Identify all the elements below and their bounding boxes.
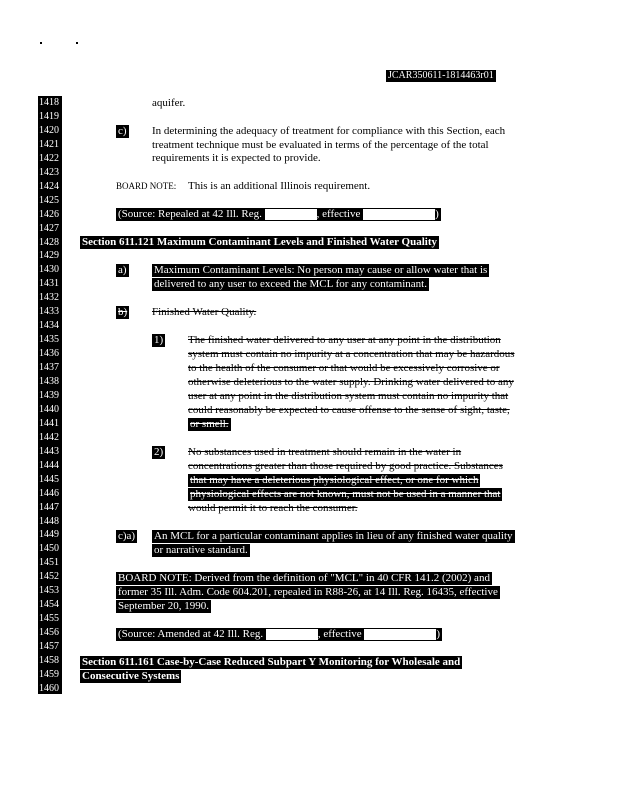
line-number: 1441 — [39, 417, 59, 429]
subsection-a-label: a) — [118, 264, 127, 276]
text-line-1418: aquifer. — [152, 97, 186, 109]
text-line-1452: BOARD NOTE: Derived from the definition of "MCL" in 40 CFR 141.2 (2002) and — [118, 572, 490, 584]
text-line-1440: could reasonably be expected to cause offense to the sense of sight, taste, — [188, 404, 510, 416]
line-number: 1459 — [39, 668, 59, 680]
text-line-1439: user at any point in the distribution system must contain no impurity that — [188, 390, 509, 402]
source-amended-effective: , effective — [317, 628, 362, 640]
text-line-1435: The finished water delivered to any user at any point in the distribution — [188, 334, 501, 346]
line-number: 1422 — [39, 152, 59, 164]
subsection-ca-label: c)a) — [118, 530, 136, 542]
document-id-header: JCAR350611-1814463r01 — [388, 70, 494, 81]
line-number: 1439 — [39, 389, 59, 401]
line-number: 1428 — [39, 236, 59, 248]
subsection-b-label: b) — [118, 306, 128, 318]
line-number: 1447 — [39, 501, 59, 513]
line-number-gutter — [38, 96, 62, 694]
text-line-1422: requirements it is expected to provide. — [152, 152, 321, 164]
line-number: 1444 — [39, 459, 59, 471]
text-line-1421: treatment technique must be evaluated in terms of the percentage of the total — [152, 139, 489, 151]
text-line-1443: No substances used in treatment should remain in the water in — [188, 446, 462, 458]
text-line-1453: former 35 Ill. Adm. Code 604.201, repealed in R88-26, at 14 Ill. Reg. 16435, effective — [118, 586, 498, 598]
line-number: 1458 — [39, 655, 59, 666]
text-line-1450: or narrative standard. — [154, 544, 248, 556]
text-line-1437: to the health of the consumer or that would be excessively corrosive or — [188, 362, 500, 374]
item-b1-label: 1) — [154, 334, 164, 346]
blank-effective-date — [363, 209, 435, 220]
line-number: 1419 — [39, 110, 59, 122]
line-number: 1451 — [39, 557, 59, 569]
text-line-1424: This is an additional Illinois requirement. — [188, 180, 371, 192]
section-611-161-heading-line2: Consecutive Systems — [82, 670, 180, 682]
section-611-161-heading-line1: Section 611.161 Case-by-Case Reduced Subpart Y Monitoring for Wholesale and — [82, 656, 461, 668]
source-repealed-text: (Source: Repealed at 42 Ill. Reg. — [118, 208, 262, 220]
text-line-1446: physiological effects are not known, must not be used in a manner that — [190, 488, 501, 500]
line-number: 1433 — [39, 306, 59, 318]
text-line-1431: delivered to any user to exceed the MCL for any contaminant. — [154, 278, 427, 290]
line-number: 1426 — [39, 208, 59, 220]
line-number: 1449 — [39, 529, 59, 541]
text-line-1438: otherwise deleterious to the water supply. Drinking water delivered to any — [188, 376, 514, 388]
text-line-1436: system must contain no impurity at a concentration that may be hazardous — [188, 348, 515, 360]
line-number: 1421 — [39, 138, 59, 150]
line-number: 1457 — [39, 641, 59, 653]
line-number: 1446 — [39, 487, 59, 499]
text-line-1444: concentrations greater than those required by good practice. Substances — [188, 460, 503, 472]
blank-register-number — [265, 209, 317, 220]
line-number: 1453 — [39, 585, 59, 597]
line-number: 1427 — [39, 222, 59, 234]
line-number: 1448 — [39, 515, 59, 527]
scan-speck — [76, 42, 78, 44]
item-b2-label: 2) — [154, 446, 164, 458]
text-line-1420: In determining the adequacy of treatment for compliance with this Section, each — [152, 125, 506, 137]
text-line-1430: Maximum Contaminant Levels: No person may cause or allow water that is — [154, 264, 488, 276]
text-line-1433: Finished Water Quality. — [152, 306, 257, 318]
text-line-1447: would permit it to reach the consumer. — [188, 502, 358, 514]
line-number: 1431 — [39, 278, 59, 290]
line-number: 1420 — [39, 124, 59, 136]
line-number: 1460 — [39, 682, 59, 694]
source-note-amended — [116, 628, 442, 641]
line-number: 1438 — [39, 376, 59, 387]
line-number: 1450 — [39, 543, 59, 555]
blank-effective-date — [364, 629, 436, 640]
text-line-1449: An MCL for a particular contaminant applies in lieu of any finished water quality — [154, 530, 513, 542]
section-611-121-heading: Section 611.121 Maximum Contaminant Levels and Finished Water Quality — [82, 236, 437, 248]
scan-speck — [40, 42, 42, 44]
text-line-1454: September 20, 1990. — [118, 600, 210, 612]
line-number: 1425 — [39, 194, 59, 206]
line-number: 1452 — [39, 571, 59, 583]
line-number: 1456 — [39, 627, 59, 639]
line-number: 1429 — [39, 250, 59, 262]
line-number: 1440 — [39, 403, 59, 415]
line-number: 1455 — [39, 613, 59, 625]
text-line-1445: that may have a deleterious physiological effect, or one for which — [190, 474, 479, 486]
line-number: 1432 — [39, 292, 59, 304]
line-number: 1423 — [39, 166, 59, 178]
source-amended-text: (Source: Amended at 42 Ill. Reg. — [118, 628, 264, 640]
board-note-marker: BOARD NOTE: — [116, 181, 177, 191]
line-number: 1445 — [39, 473, 59, 485]
line-number: 1418 — [39, 97, 59, 108]
text-line-1441: or smell. — [190, 418, 229, 430]
source-amended-close: ) — [436, 628, 441, 640]
line-number: 1430 — [39, 264, 59, 276]
line-number: 1435 — [39, 334, 59, 346]
line-number: 1442 — [39, 431, 59, 443]
subsection-c-label: c) — [118, 125, 127, 137]
source-repealed-close: ) — [435, 208, 439, 220]
line-number: 1434 — [39, 320, 59, 332]
line-number: 1436 — [39, 348, 59, 360]
line-number: 1437 — [39, 362, 59, 374]
source-note-repealed — [116, 208, 441, 221]
source-repealed-effective: , effective — [316, 208, 361, 220]
line-number: 1454 — [39, 599, 59, 611]
line-number: 1443 — [39, 445, 59, 457]
blank-register-number — [266, 629, 318, 640]
line-number: 1424 — [39, 180, 59, 192]
